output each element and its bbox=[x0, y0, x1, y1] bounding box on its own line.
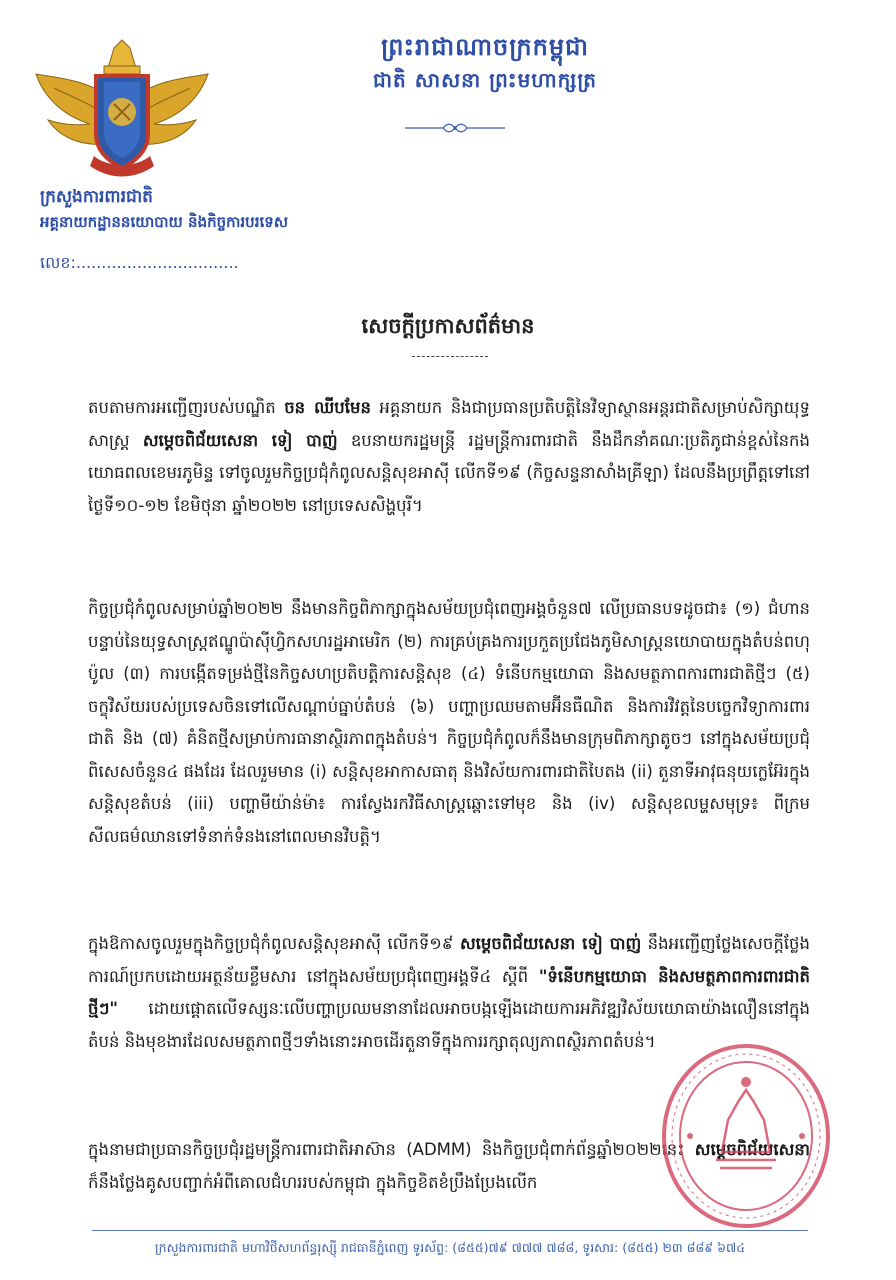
body-text: នឹងអញ្ជើញថ្លែងសេចក្តីថ្លែងការណ៍ប្រកបដោយអត្ថន័យខ្លឹមសារ នៅក្នុងសម័យប្រជុំពេញអង្គទី៤ ស្តីពី bbox=[88, 934, 811, 986]
footer-divider bbox=[92, 1230, 808, 1231]
body-text: កិច្ចប្រជុំកំពូលសម្រាប់ឆ្នាំ២០២២ នឹងមានកិច្ចពិភាក្សាក្នុងសម័យប្រជុំពេញអង្គចំនួន៧ លើប្រធានបទដូចជា៖ (១) ជំហានបន្ទាប់នៃយុទ្ធសាស្ត្រឥណ្ឌូប៉ាស៊ីហ្វិកសហរដ្ឋអាមេរិក (២) ការគ្រប់គ្រងការប្រកួតប្រជែងភូមិសាស្ត្រនយោបាយក្នុងតំបន់ពហុប៉ូល (៣) ការបង្កើតទម្រង់ថ្មីនៃកិច្ចសហប្រតិបត្តិការសន្តិសុខ (៤) ទំនើបកម្មយោធា និងសមត្ថភាពការពារជាតិថ្មីៗ (៥) ចក្ខុវិស័យរបស់ប្រទេសចិនទៅលើសណ្តាប់ធ្នាប់តំបន់ (៦) បញ្ហាប្រឈមតាមអ៊ីនធឺណិត និងការវិវត្តនៃបច្ចេកវិទ្យាការពារជាតិ និង (៧) គំនិតថ្មីសម្រាប់ការធានាស្ថិរភាពក្នុងតំបន់។ កិច្ចប្រជុំកំពូលក៏នឹងមានក្រុមពិភាក្សាតូចៗ នៅក្នុងសម័យប្រជុំពិសេសចំនួន៤ ផងដែរ ដែលរួមមាន (i) សន្តិសុខអាកាសធាតុ និងវិស័យការពារជាតិបៃតង (ii) តួនាទីអាវុធនុយក្លេអ៊ែរក្នុងសន្តិសុខតំបន់ (iii) បញ្ហាមីយ៉ាន់ម៉ា៖ ការស្វែងរកវិធីសាស្ត្រឆ្ពោះទៅមុខ និង (iv) សន្តិសុខលម្ហសមុទ្រ៖ ពីក្រមសីលធម៌ឈានទៅទំនាក់ទំនងនៅពេលមានវិបត្តិ។ bbox=[88, 599, 810, 846]
bold-text: "ទំនើបកម្មយោធា និងសមត្ថភាពការពារជាតិថ្មីៗ" bbox=[88, 966, 810, 1018]
bold-text: សម្តេចពិជ័យសេនា bbox=[694, 1140, 810, 1159]
body-text: ក៏នឹងថ្លែងគូសបញ្ជាក់អំពីគោលជំហររបស់កម្ពុជា ក្នុងកិច្ចខិតខំប្រឹងប្រែងលើក bbox=[88, 1172, 538, 1192]
body-text: ដោយផ្តោតលើទស្សនៈលើបញ្ហាប្រឈមនានាដែលអាចបង្កឡើងដោយការអភិវឌ្ឍវិស័យយោធាយ៉ាងលឿននៅក្នុងតំបន់ និងមុខងារដែលសមត្ថភាពថ្មីៗទាំងនោះអាចដើរតួនាទីក្នុងការរក្សាតុល្យភាពស្ថិរភាពតំបន់។ bbox=[88, 999, 810, 1051]
kingdom-name: ព្រះរាជាណាចក្រកម្ពុជា bbox=[381, 33, 589, 61]
reference-number: លេខ:................................ bbox=[40, 253, 239, 272]
paragraph-3 bbox=[88, 928, 810, 1058]
title-divider bbox=[412, 356, 488, 357]
body-text: ឧបនាយករដ្ឋមន្រ្តី រដ្ឋមន្រ្តីការពារជាតិ នឹងដឹកនាំគណៈប្រតិភូជាន់ខ្ពស់នៃកងយោធពលខេមរភូមិន្ទ ទៅចូលរួមកិច្ចប្រជុំកំពូលសន្តិសុខអាស៊ី លើកទី១៩ (កិច្ចសន្ទនាសាំងគ្រីឡា) ដែលនឹងប្រព្រឹត្តទៅនៅថ្ងៃទី១០-១២ ខែមិថុនា ឆ្នាំ២០២២ នៅប្រទេសសិង្ហបុរី។ bbox=[88, 430, 810, 515]
ministry-emblem bbox=[34, 38, 210, 180]
paragraph-2 bbox=[88, 593, 810, 853]
footer-contact: ក្រសួងការពារជាតិ មហាវិថីសហព័ន្ធរុស្ស៊ី រាជធានីភ្នំពេញ ទូរស័ព្ទ: (៨៥៥)៧៩ ៧៧៧ ៧៨៨, ទូរសារ: (៨៥៥) ២៣ ៨៨៩ ៦៧៤ bbox=[154, 1240, 746, 1255]
official-seal-icon bbox=[660, 1042, 832, 1230]
bold-text: ចន ឈីបមែន bbox=[284, 398, 371, 417]
bold-text: សម្តេចពិជ័យសេនា ទៀ បាញ់ bbox=[459, 934, 642, 953]
body-text: អគ្គនាយក និងជាប្រធានប្រតិបត្តិនៃវិទ្យាស្ថានអន្តរជាតិសម្រាប់សិក្សាយុទ្ធសាស្ត្រ bbox=[88, 398, 810, 450]
paragraph-1 bbox=[88, 392, 810, 522]
body-text: ក្នុងនាមជាប្រធានកិច្ចប្រជុំរដ្ឋមន្រ្តីការពារជាតិអាស៊ាន (ADMM) និងកិច្ចប្រជុំពាក់ព័ន្ធឆ្នាំ២០២២នេះ bbox=[88, 1140, 695, 1159]
bold-text: សម្ដេចពិជ័យសេនា ទៀ បាញ់ bbox=[142, 430, 338, 450]
national-motto: ជាតិ សាសនា ព្រះមហាក្សត្រ bbox=[373, 68, 597, 92]
ministry-block bbox=[40, 184, 288, 234]
ornament-divider-icon bbox=[405, 121, 505, 135]
ministry-name: ក្រសួងការពារជាតិ bbox=[40, 187, 153, 207]
document-title: សេចក្តីប្រកាសព័ត៌មាន bbox=[361, 314, 535, 338]
letterhead-kingdom bbox=[300, 30, 670, 96]
body-text: ក្នុងឱកាសចូលរួមក្នុងកិច្ចប្រជុំកំពូលសន្តិសុខអាស៊ី លើកទី១៩ bbox=[88, 934, 460, 953]
department-name: អគ្គនាយកដ្ឋាននយោបាយ និងកិច្ចការបរទេស bbox=[40, 213, 289, 231]
body-text: តបតាមការអញ្ជើញរបស់បណ្ឌិត bbox=[88, 398, 285, 417]
